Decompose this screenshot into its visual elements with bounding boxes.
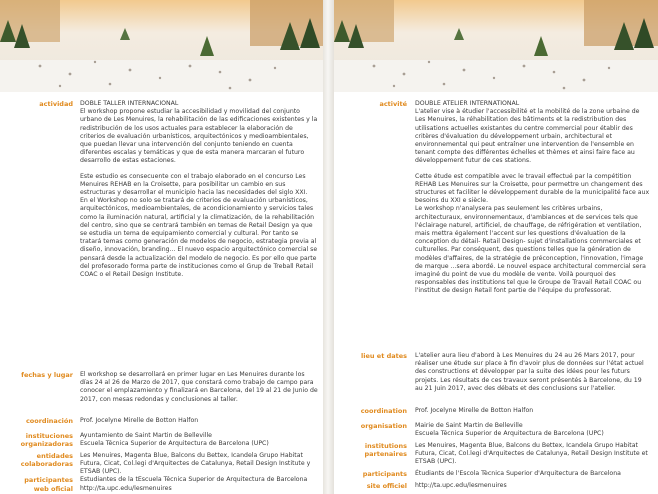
paragraph: Étudiants de l'Escola Tècnica Superior d'Arquitectura de Barcelona <box>415 470 621 477</box>
body-web <box>80 485 318 493</box>
paragraph: Estudiantes de la tEscuela Técnica Superior de Arquitectura de Barcelona <box>80 476 308 483</box>
label-participants: participants <box>362 470 407 478</box>
label-lieu: lieu et dates <box>361 352 407 360</box>
paragraph: Este estudio es consecuente con el trabajo elaborado en el concurso Les Menuires REHAB en la Croisette, para posibilitar un cambio en sus estructuras y desarrollar el municipio hacia las necesidades del siglo XXI. <box>80 172 308 197</box>
body-lieu <box>415 352 651 393</box>
label-site: site officiel <box>366 482 407 490</box>
body-actividad <box>80 100 318 279</box>
body-activite <box>415 100 651 296</box>
body-fechas <box>80 371 318 404</box>
label-entidades: entidades colaboradoras <box>20 452 73 468</box>
paragraph: Les Menuires, Magenta Blue, Balcons du Bettex, Icandela Grupo Habitat Futura, Cicat, Col.legi d'Arquitectes de Catalunya, Retail Design Institute et ETSAB (UPC). <box>415 442 648 466</box>
label-coordination: coordination <box>360 407 407 415</box>
header-photo <box>0 0 323 92</box>
paragraph: Escuela Técnica Superior de Arquitectura de Barcelona (UPC) <box>80 440 269 448</box>
label-coordinacion: coordinación <box>25 417 73 425</box>
website-link[interactable]: http://ta.upc.edu/lesmenuires <box>80 485 172 492</box>
paragraph: Mairie de Saint Martin de Belleville <box>415 422 523 429</box>
body-participantes <box>80 476 318 484</box>
body-institutions <box>415 442 651 467</box>
label-institutions: institutions partenaires <box>364 442 407 458</box>
paragraph: DOUBLE ATELIER INTERNATIONAL <box>415 100 520 107</box>
label-instituciones: instituciones organizadoras <box>20 432 73 448</box>
body-entidades <box>80 452 318 477</box>
label-actividad: actividad <box>39 100 73 108</box>
body-instituciones <box>80 432 318 448</box>
paragraph: Les Menuires, Magenta Blue, Balcons du Bettex, Icandela Grupo Habitat Futura, Cicat, Col.legi d'Arquitectes de Catalunya, Retail Design Institute y ETSAB (UPC). <box>80 452 311 476</box>
header-photo <box>334 0 658 92</box>
paragraph: Le workshop n'analysera pas seulement les critères urbains, architecturaux, environnementaux, d'ambiances et de services tels que l'éclairage naturel, artificiel, de chauffage, de réfrigération et ventilation, mais mettra également l'accent sur les questions d'évaluation de la conception du détail- Retail Design- sujet d'installations commerciales et culturelles. Par conséquent, des questions telles que la génération de modèles d'affaires, de la stratégie de préconception, l'innovation, l'image de marque ...sera abordé. Le nouvel espace architectural commercial sera imaginé du point de vue du modèle de vente. Voilà pourquoi des responsables des institutions tel que le Groupe de Travail Retail COAC ou l'institut de design Retail font partie de l'équipe du professorat. <box>415 205 646 295</box>
paragraph: L'atelier vise à étudier l'accessibilité et la mobilité de la zone urbaine de Les Menuires, la réhabilitation des bâtiments et la redistribution des utilisations actuelles existantes du centre commercial pour établir des critères d'évaluation du développement urbain, architectural et environnemental qui peut entraîner une intervention de l'ensemble en tenant compte des différentes échelles et thèmes et ainsi faire face au développement futur de ces stations. <box>415 108 640 165</box>
label-fechas: fechas y lugar <box>21 371 73 379</box>
body-organisation <box>415 422 651 438</box>
body-participants <box>415 470 651 478</box>
label-web: web oficial <box>33 485 73 493</box>
paragraph: L'atelier aura lieu d'abord à Les Menuires du 24 au 26 Mars 2017, pour réaliser une étude sur place à fin d'avoir plus de données sur l'état actuel des constructions et développer par la suite des idées pour les futurs projets. Les résultats de ces travaux seront présentés à Barcelone, du 19 au 21 Juin 2017, avec des débats et des conclusions sur l'atelier. <box>415 352 644 392</box>
right-page <box>334 0 658 494</box>
left-page <box>0 0 323 494</box>
label-organisation: organisation <box>360 422 407 430</box>
paragraph: El workshop propone estudiar la accesibilidad y movilidad del conjunto urbano de Les Menuires, la rehabilitación de las edificaciones existentes y la redistribución de los usos actuales para establecer la elaboración de criterios de evaluación urbanísticos, arquitectónicos y medioambientales, que puedan llevar una intervención del conjunto teniendo en cuenta diferentes escalas y temáticas y que de esta manera marcaran el futuro desarrollo de estas estaciones. <box>80 108 318 165</box>
label-participantes: participantes <box>24 476 73 484</box>
paragraph: DOBLE TALLER INTERNACIONAL <box>80 100 179 107</box>
website-link[interactable]: http://ta.upc.edu/lesmenuires <box>415 482 507 489</box>
paragraph: Escuela Técnica Superior de Arquitectura de Barcelona (UPC) <box>415 430 604 438</box>
paragraph: El workshop se desarrollará en primer lugar en Les Menuires durante los días 24 al 26 de Marzo de 2017, que constará como trabajo de campo para conocer el emplazamiento y finalizará en Barcelona, del 19 al 21 de Junio de 2017, con mesas redondas y conclusiones al taller. <box>80 371 318 403</box>
body-coordinacion <box>80 417 318 425</box>
page-gutter <box>323 0 334 494</box>
paragraph: Prof. Jocelyne Mirelle de Botton Halfon <box>80 417 199 424</box>
ski-resort-photo <box>334 0 658 92</box>
paragraph: En el Workshop no solo se tratará de criterios de evaluación urbanísticos, arquitectónicos, medioambientales, de acondicionamiento y servicios tales como la iluminación natural, artificial y la climatización, de la rehabilitación del centro, sino que se centrará también en temas de Retail Design ya que se estudia un tema de equipamiento comercial y cultural. Por tanto se tratará temas como generación de modelos de negocio, estrategia previa al diseño, innovación, branding... El nuevo espacio arquitectónico comercial se pensará desde la actualización del modelo de negocio. Es por ello que parte del profesorado forma parte de instituciones como el Grup de Treball Retail COAC o el Retail Design Institute. <box>80 197 318 279</box>
ski-resort-photo <box>0 0 323 92</box>
body-site <box>415 482 651 490</box>
paragraph: Prof. Jocelyne Mirelle de Botton Halfon <box>415 407 534 414</box>
paragraph: Ayuntamiento de Saint Martin de Belleville <box>80 432 212 439</box>
paragraph: Cette étude est compatible avec le travail effectué par la compétition REHAB Les Menuires sur la Croisette, pour permettre un changement des structures et faciliter le développement durable de la municipalité face aux besoins du XXI e siècle. <box>415 172 650 205</box>
body-coordination <box>415 407 651 415</box>
label-activite: activité <box>379 100 407 108</box>
